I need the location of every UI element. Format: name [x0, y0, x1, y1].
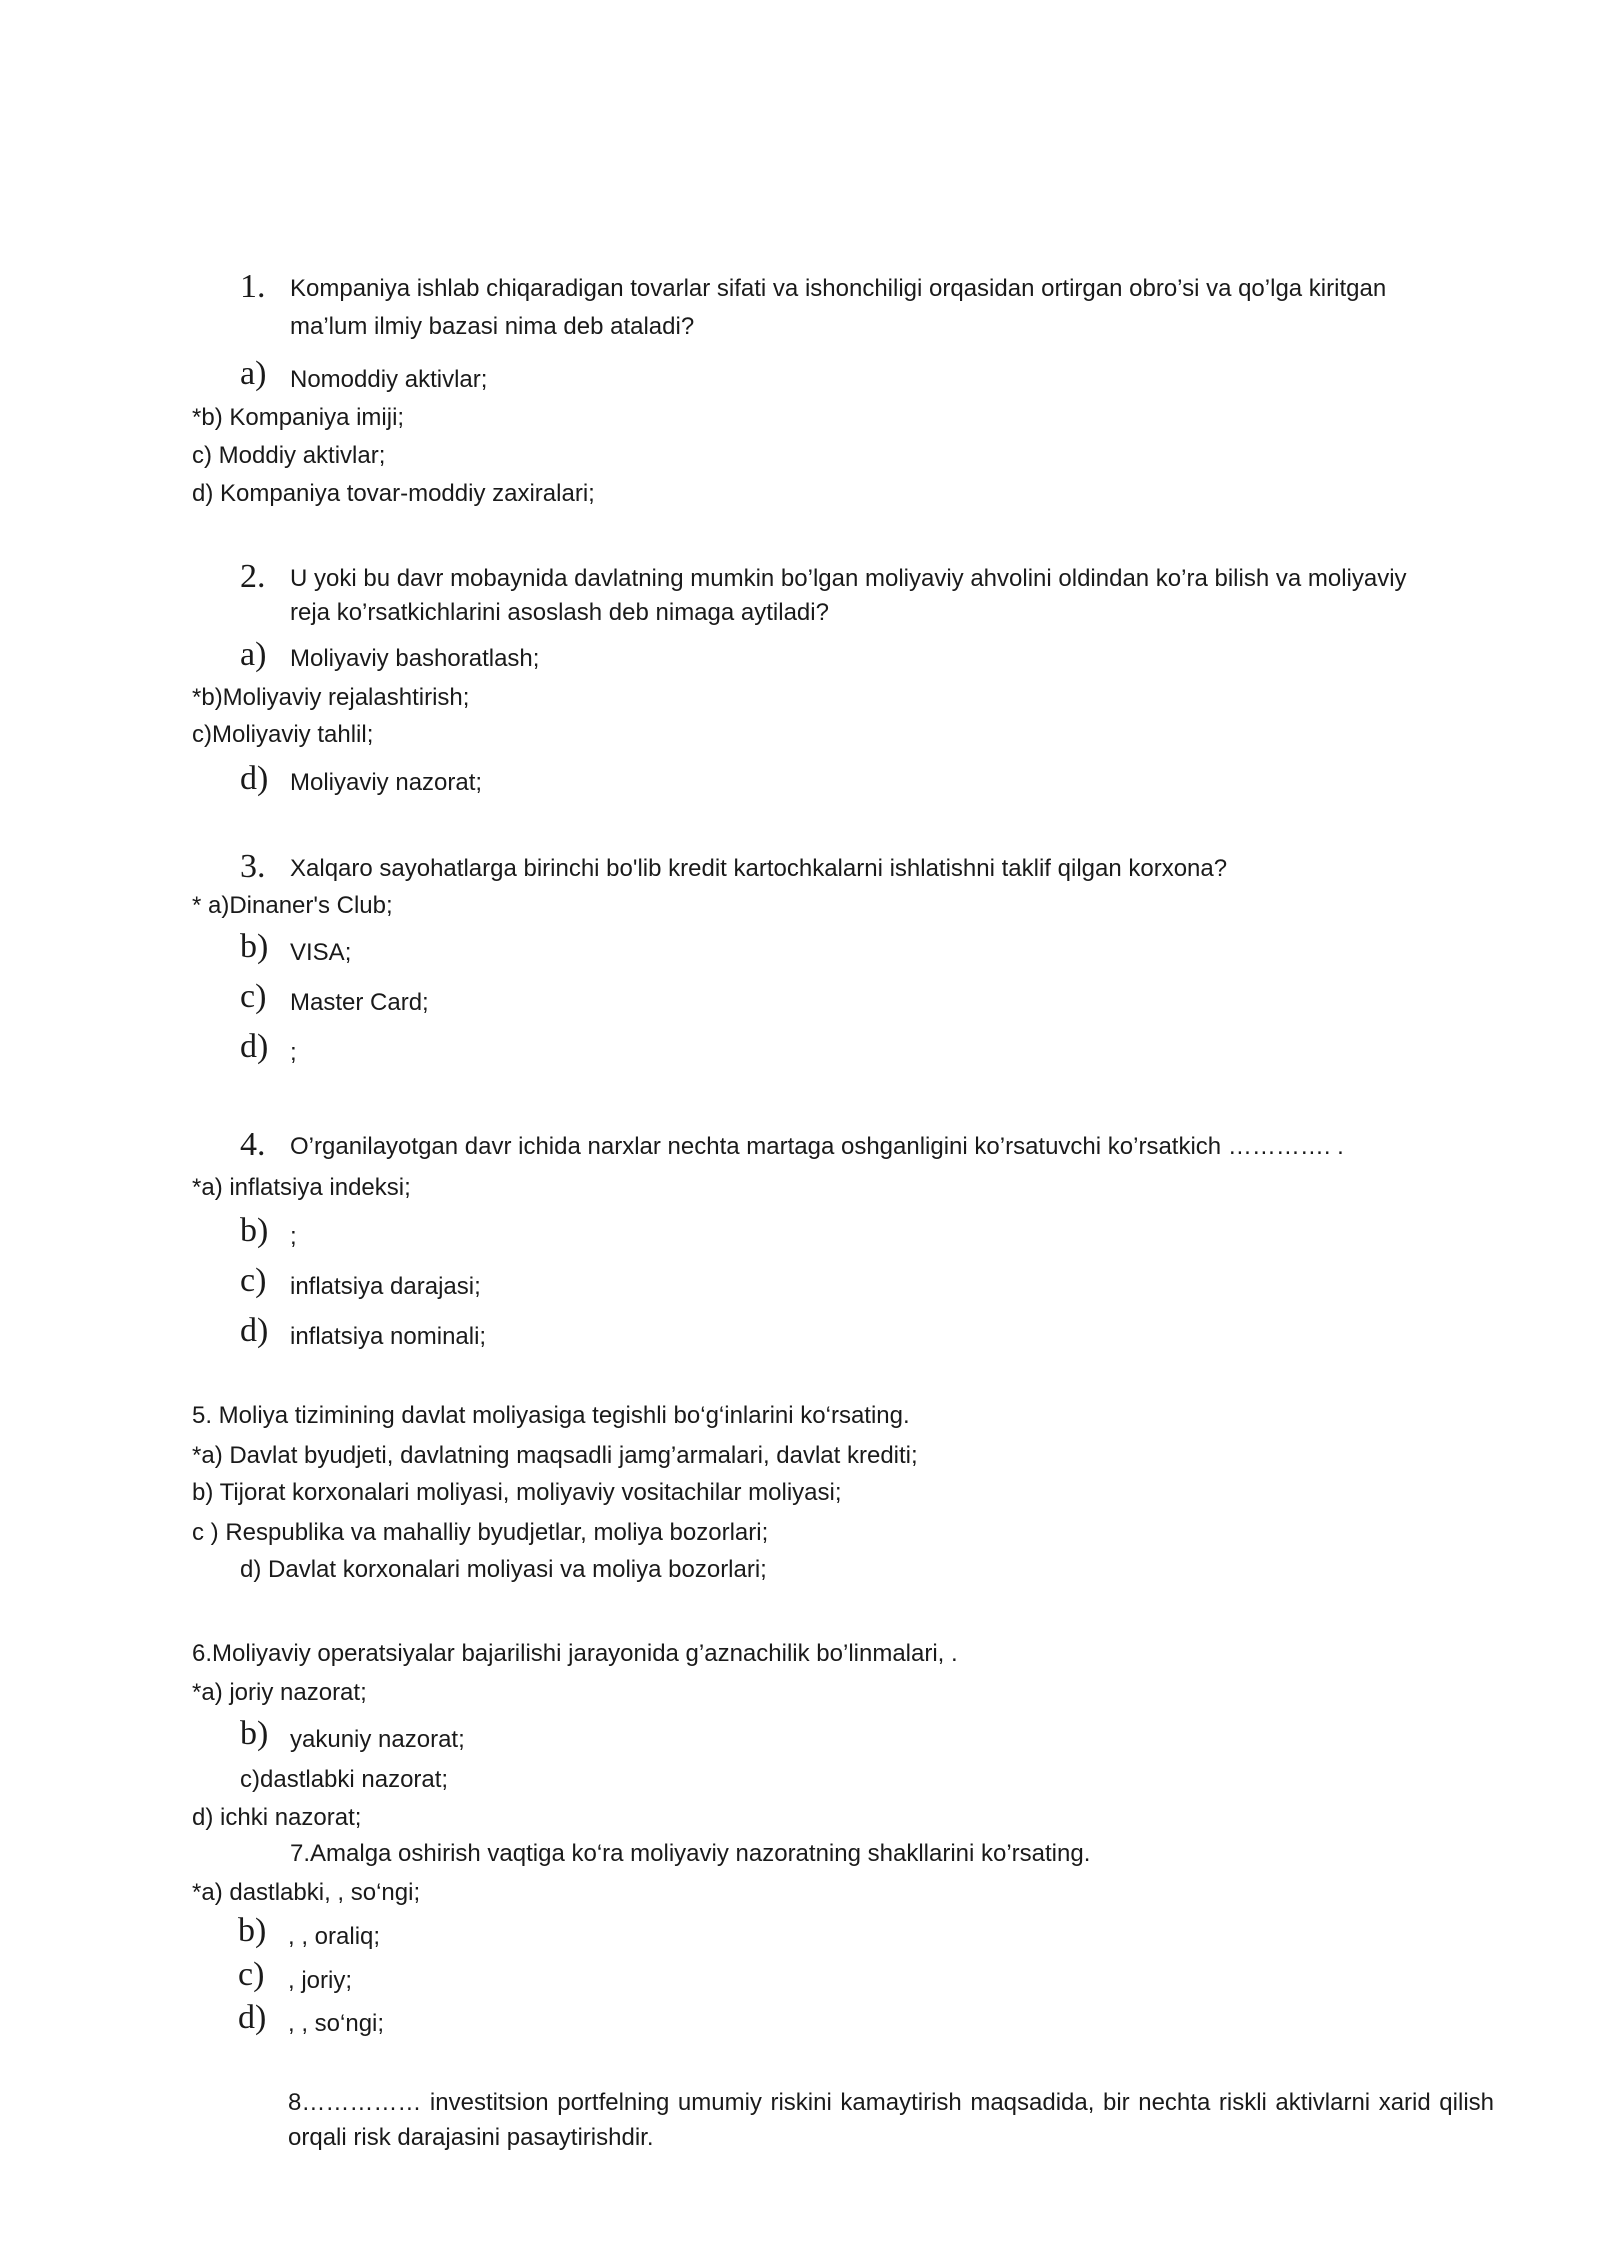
question-3-option-d: ;: [290, 1039, 297, 1066]
question-5-option-c: c ) Respublika va mahalliy byudjetlar, moliya bozorlari;: [192, 1519, 769, 1546]
question-7-option-d-marker: d): [238, 1999, 267, 2036]
question-3-option-c-marker: c): [240, 978, 267, 1015]
question-1-text-cont: ma’lum ilmiy bazasi nima deb ataladi?: [290, 313, 695, 340]
question-8-text: 8…………… investitsion portfelning umumiy riskini kamaytirish maqsadida, bir nechta riskli aktivlarni xarid qilish orqali risk darajasini pasaytirishdir.: [288, 2089, 1494, 2151]
question-2-option-a: Moliyaviy bashoratlash;: [290, 645, 540, 672]
question-4-option-c-marker: c): [240, 1262, 267, 1299]
question-1-option-c: c) Moddiy aktivlar;: [192, 442, 386, 469]
question-3-option-d-marker: d): [240, 1028, 269, 1065]
question-4-option-b: ;: [290, 1223, 297, 1250]
question-3-option-b: VISA;: [290, 939, 352, 966]
question-4-text: O’rganilayotgan davr ichida narxlar nechta martaga oshganligini ko’rsatuvchi ko’rsatkich …………. .: [290, 1133, 1344, 1160]
question-1-option-a-marker: a): [240, 355, 267, 392]
question-7-option-b: , , oraliq;: [288, 1923, 381, 1950]
question-3-number: 3.: [240, 848, 266, 885]
question-5-option-a: *a) Davlat byudjeti, davlatning maqsadli jamg’armalari, davlat krediti;: [192, 1442, 918, 1469]
question-2-option-d: Moliyaviy nazorat;: [290, 769, 483, 796]
question-2-option-d-marker: d): [240, 760, 269, 797]
question-7-text: 7.Amalga oshirish vaqtiga ko‘ra moliyaviy nazoratning shakllarini ko’rsating.: [290, 1840, 1091, 1867]
question-4-number: 4.: [240, 1126, 266, 1163]
question-4-option-d: inflatsiya nominali;: [290, 1323, 487, 1350]
question-2-text-cont: reja ko’rsatkichlarini asoslash deb nimaga aytiladi?: [290, 599, 829, 626]
question-3-option-a: * a)Dinaner's Club;: [192, 892, 393, 919]
question-1-option-a: Nomoddiy aktivlar;: [290, 366, 488, 393]
question-7-option-c: , joriy;: [288, 1967, 353, 1994]
question-6-option-c: c)dastlabki nazorat;: [240, 1766, 449, 1793]
question-1-option-b: *b) Kompaniya imiji;: [192, 404, 405, 431]
question-6-text: 6.Moliyaviy operatsiyalar bajarilishi jarayonida g’aznachilik bo’linmalari, .: [192, 1640, 958, 1667]
question-4-option-b-marker: b): [240, 1212, 269, 1249]
question-7-option-b-marker: b): [238, 1912, 267, 1949]
question-3-option-b-marker: b): [240, 928, 269, 965]
question-1-option-d: d) Kompaniya tovar-moddiy zaxiralari;: [192, 480, 595, 507]
question-1-text: Kompaniya ishlab chiqaradigan tovarlar sifati va ishonchiligi orqasidan ortirgan obro’si va qo’lga kiritgan: [290, 275, 1387, 302]
question-2-option-c: c)Moliyaviy tahlil;: [192, 721, 374, 748]
question-6-option-b: yakuniy nazorat;: [290, 1726, 465, 1753]
question-7-option-c-marker: c): [238, 1956, 265, 1993]
question-2-option-b: *b)Moliyaviy rejalashtirish;: [192, 684, 470, 711]
question-2-text: U yoki bu davr mobaynida davlatning mumkin bo’lgan moliyaviy ahvolini oldindan ko’ra bilish va moliyaviy: [290, 565, 1407, 592]
question-5-text: 5. Moliya tizimining davlat moliyasiga tegishli bo‘g‘inlarini ko‘rsating.: [192, 1402, 910, 1429]
question-6-option-b-marker: b): [240, 1715, 269, 1752]
question-1-number: 1.: [240, 268, 266, 305]
question-2-number: 2.: [240, 558, 266, 595]
question-7-option-a: *a) dastlabki, , so‘ngi;: [192, 1879, 421, 1906]
question-5-option-d: d) Davlat korxonalari moliyasi va moliya bozorlari;: [240, 1556, 767, 1583]
question-6-option-d: d) ichki nazorat;: [192, 1804, 362, 1831]
question-6-option-a: *a) joriy nazorat;: [192, 1679, 367, 1706]
question-5-option-b: b) Tijorat korxonalari moliyasi, moliyaviy vositachilar moliyasi;: [192, 1479, 842, 1506]
question-2-option-a-marker: a): [240, 636, 267, 673]
question-3-option-c: Master Card;: [290, 989, 429, 1016]
question-7-option-d: , , so‘ngi;: [288, 2010, 385, 2037]
question-4-option-c: inflatsiya darajasi;: [290, 1273, 481, 1300]
question-4-option-d-marker: d): [240, 1312, 269, 1349]
question-4-option-a: *a) inflatsiya indeksi;: [192, 1174, 411, 1201]
question-3-text: Xalqaro sayohatlarga birinchi bo'lib kredit kartochkalarni ishlatishni taklif qilgan korxona?: [290, 855, 1228, 882]
